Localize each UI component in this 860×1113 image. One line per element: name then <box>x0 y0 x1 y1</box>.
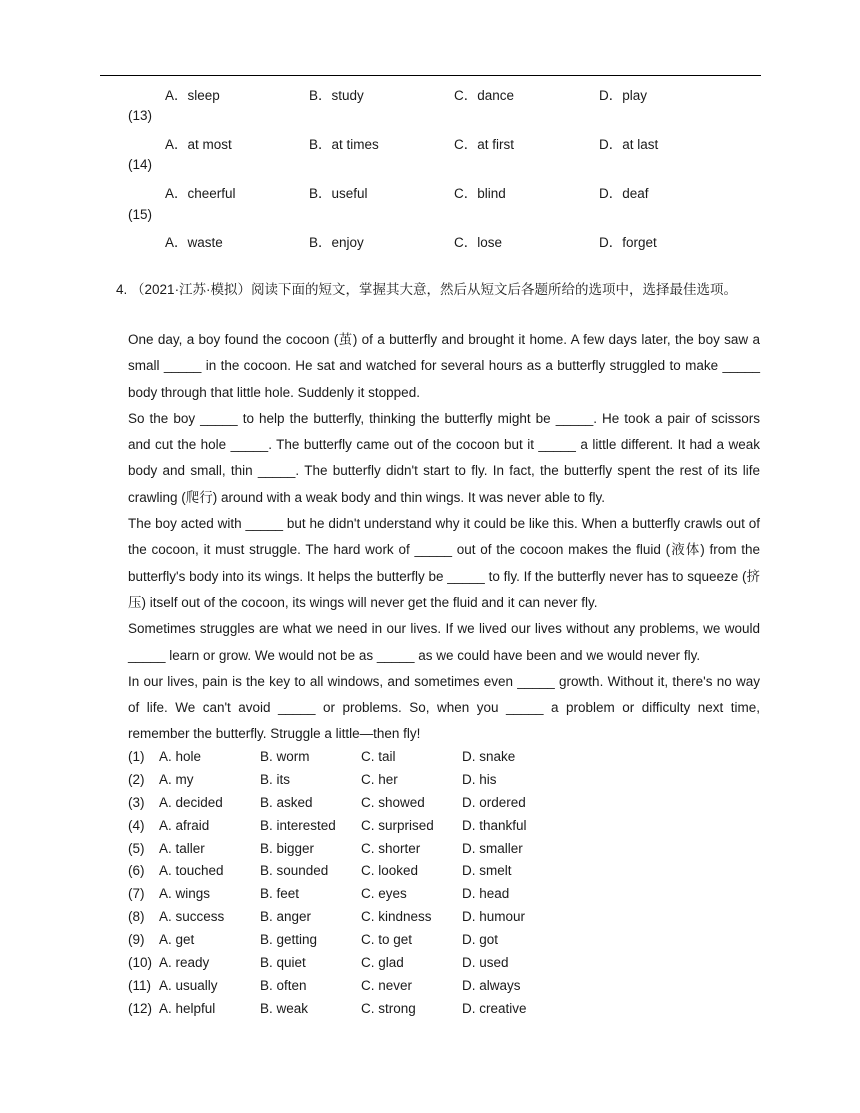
option-a: A. success <box>159 909 225 925</box>
option-d: D. snake <box>462 749 516 764</box>
answer-row <box>128 886 628 909</box>
option-a: A. get <box>159 932 195 948</box>
answer-row <box>128 818 628 841</box>
option-a: A. taller <box>159 840 205 856</box>
option-d: D. ordered <box>462 794 526 810</box>
option-d: D. smelt <box>462 863 512 879</box>
option-d: D. got <box>462 932 499 948</box>
option-d: D. smaller <box>462 840 523 856</box>
answer-row <box>128 1001 628 1024</box>
option-a: A. touched <box>159 863 224 879</box>
answer-number: (2) <box>128 771 145 787</box>
answer-number: (4) <box>128 817 145 833</box>
passage-paragraph: The boy acted with _____ but he didn't understand why it could be like this. When a butterfly crawls out of the cocoon, it must struggle. The hard work of _____ out of the cocoon makes the fluid (液体) from the butterfly's body into its wings. It helps the butterfly be _____ to fly. If the butterfly never has to squeeze (挤压) itself out of the cocoon, its wings will never get the fluid and it can never fly. <box>128 516 760 610</box>
option-a: A. ready <box>159 955 210 971</box>
option-a: A. usually <box>159 977 218 993</box>
answer-number: (8) <box>128 909 145 925</box>
answer-row <box>128 863 628 886</box>
option-a: A. helpful <box>159 1000 216 1016</box>
option-c: C. showed <box>361 794 425 810</box>
option-b: B. getting <box>260 932 318 948</box>
option-b: B．at times <box>309 137 379 152</box>
option-d: D．play <box>599 88 648 103</box>
answer-number: (6) <box>128 863 145 879</box>
reading-passage <box>128 327 760 748</box>
option-c: C. to get <box>361 932 413 948</box>
answer-row <box>128 841 628 864</box>
answer-number: (1) <box>128 749 145 764</box>
option-d: D. used <box>462 955 509 971</box>
option-b: B. anger <box>260 909 312 925</box>
option-c: C. never <box>361 977 413 993</box>
answer-row <box>128 909 628 932</box>
option-d: D．forget <box>599 235 657 250</box>
option-c: C. kindness <box>361 909 432 925</box>
option-d: D. head <box>462 886 510 902</box>
passage-paragraph: Sometimes struggles are what we need in our lives. If we lived our lives without any problems, we would _____ learn or grow. We would not be as _____ as we could have been and we would never fly. <box>128 621 760 663</box>
option-b: B. often <box>260 977 307 993</box>
option-d: D. his <box>462 771 497 787</box>
answer-number: (12) <box>128 1000 153 1016</box>
answer-number: (10) <box>128 955 153 971</box>
option-a: A. afraid <box>159 817 210 833</box>
option-b: B. sounded <box>260 863 329 879</box>
answer-row <box>128 749 628 772</box>
option-row <box>0 133 860 155</box>
question-number: (13) <box>128 108 153 123</box>
option-c: C．at first <box>454 137 515 152</box>
option-b: B．study <box>309 88 364 103</box>
option-b: B. quiet <box>260 955 306 971</box>
option-d: D. creative <box>462 1000 527 1016</box>
answer-options-list <box>128 749 628 1024</box>
option-b: B．enjoy <box>309 235 364 250</box>
option-b: B. interested <box>260 817 336 833</box>
answer-number: (9) <box>128 932 145 948</box>
answer-number: (5) <box>128 840 145 856</box>
option-row <box>0 231 860 253</box>
option-b: B. feet <box>260 886 300 902</box>
option-b: B. its <box>260 771 291 787</box>
passage-paragraph: In our lives, pain is the key to all windows, and sometimes even _____ growth. Without it, there's no way of life. We can't avoid _____ or problems. So, when you _____ a problem or difficulty next time, remember the butterfly. Struggle a little—then fly! <box>128 673 760 742</box>
question-number: (15) <box>128 207 153 222</box>
option-a: A．at most <box>165 137 232 152</box>
option-c: C．lose <box>454 235 503 250</box>
option-c: C. glad <box>361 955 404 971</box>
option-a: A．sleep <box>165 88 220 103</box>
option-a: A. wings <box>159 886 211 902</box>
option-c: C．blind <box>454 186 506 201</box>
header-rule <box>100 75 761 76</box>
passage-paragraph: One day, a boy found the cocoon (茧) of a butterfly and brought it home. A few days later, the boy saw a small _____ in the cocoon. He sat and watched for several hours as a butterfly struggled to make _____ body through that little hole. Suddenly it stopped. <box>128 332 760 400</box>
option-c: C. looked <box>361 863 419 879</box>
option-a: A. my <box>159 771 194 787</box>
option-d: D．deaf <box>599 186 649 201</box>
answer-number: (11) <box>128 977 152 993</box>
answer-row <box>128 795 628 818</box>
answer-number: (3) <box>128 794 145 810</box>
option-c: C. tail <box>361 749 396 764</box>
question-number: (14) <box>128 157 153 172</box>
option-a: A．waste <box>165 235 223 250</box>
option-b: B. bigger <box>260 840 315 856</box>
option-c: C. surprised <box>361 817 434 833</box>
option-d: D. humour <box>462 909 526 925</box>
option-a: A．cheerful <box>165 186 236 201</box>
option-b: B. asked <box>260 794 313 810</box>
question-heading <box>116 277 761 302</box>
question-source: （2021·江苏·模拟） <box>131 282 252 297</box>
option-d: D. always <box>462 977 521 993</box>
answer-row <box>128 978 628 1001</box>
option-a: A. decided <box>159 794 223 810</box>
option-b: B．useful <box>309 186 368 201</box>
passage-paragraph: So the boy _____ to help the butterfly, thinking the butterfly might be _____. He took a pair of scissors and cut the hole _____. The butterfly came out of the cocoon but it _____ a little different. It had a weak body and small, thin _____. The butterfly didn't start to fly. In fact, the butterfly spent the rest of its life crawling (爬行) around with a weak body and thin wings. It was never able to fly. <box>128 410 760 505</box>
answer-row <box>128 932 628 955</box>
option-c: C. eyes <box>361 886 407 902</box>
answer-row <box>128 772 628 795</box>
answer-row <box>128 955 628 978</box>
option-b: B. weak <box>260 1000 309 1016</box>
option-d: D. thankful <box>462 817 527 833</box>
option-b: B. worm <box>260 749 310 764</box>
answer-number: (7) <box>128 886 145 902</box>
question-number: 4. <box>116 282 128 297</box>
option-c: C. her <box>361 771 398 787</box>
option-d: D．at last <box>599 137 659 152</box>
option-c: C. strong <box>361 1000 416 1016</box>
option-row <box>0 84 860 106</box>
option-a: A. hole <box>159 749 202 764</box>
option-row <box>0 182 860 204</box>
option-c: C．dance <box>454 88 515 103</box>
question-instruction: 阅读下面的短文，掌握其大意，然后从短文后各题所给的选项中，选择最佳选项。 <box>251 282 738 297</box>
option-c: C. shorter <box>361 840 421 856</box>
